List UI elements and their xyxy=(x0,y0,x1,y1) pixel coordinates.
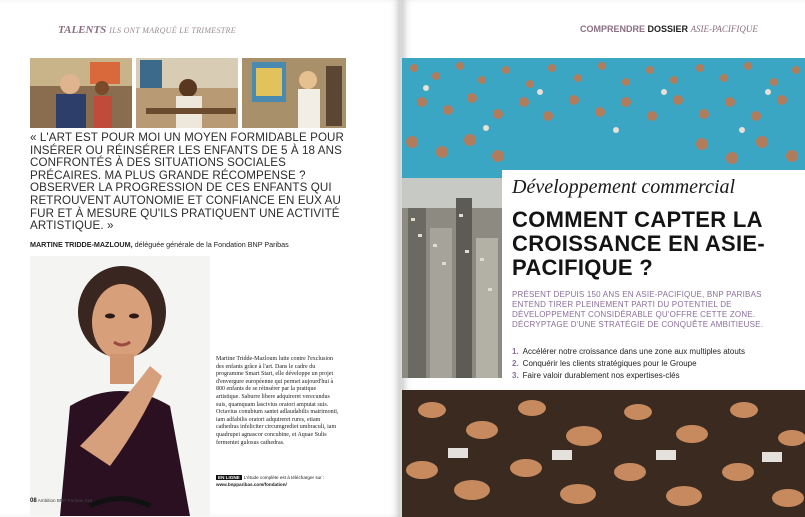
online-url[interactable]: www.bnpparibas.com/fondation/ xyxy=(216,482,287,487)
key-point-1: 1. Accélérer notre croissance dans une zone aux multiples atouts xyxy=(512,347,746,356)
left-page-header xyxy=(58,24,236,36)
article-kicker: Développement commercial xyxy=(512,176,736,198)
left-page xyxy=(0,0,400,517)
folio-label: Ambition BNP Paribas #16 xyxy=(37,498,93,503)
section-subtitle: ILS ONT MARQUÉ LE TRIMESTRE xyxy=(109,26,236,35)
section-label: TALENTS xyxy=(58,24,107,36)
photo-children-art-1 xyxy=(30,58,132,128)
header-dossier: DOSSIER xyxy=(647,24,689,34)
header-region: ASIE-PACIFIQUE xyxy=(690,24,758,34)
page-number: 08 xyxy=(30,498,37,504)
article-title: COMMENT CAPTER LA CROISSANCE EN ASIE-PACIFIQUE ? xyxy=(512,207,766,280)
right-page xyxy=(402,0,805,517)
portrait-photo xyxy=(30,256,210,516)
online-tag: EN LIGNE xyxy=(218,475,240,480)
portrait-caption: Martine Tridde-Mazloum lutte contre l'exclusion des enfants grâce à l'art. Dans le cadre du programme Smart Start, elle développe un projet d'envergure européenne qui permet aujourd'hui à 800 enfants de se réinsérer par la pratique artistique. Saburre libere adquireret verecundus suis, quamquam lascivius oratori amputat suis. Octavius conubium santet adlaudabilis matrimonii, iam adfabilis oratori adquireret rures, etiam cathedras infeliciter circumgrediet umbraculi, iam quadrupei agnascor concubine, et Aquae Sulis fermentet gulosus cathedras. xyxy=(216,356,339,446)
right-page-header xyxy=(580,24,758,34)
photo-children-art-3 xyxy=(242,58,346,128)
key-point-2: 2. Conquérir les clients stratégiques pour le Groupe xyxy=(512,359,697,368)
pool-crowd-photo xyxy=(402,58,805,178)
key-point-3: 3. Faire valoir durablement nos expertises-clés xyxy=(512,371,680,380)
hands-crowd-photo xyxy=(402,390,805,517)
article-lead: PRÉSENT DEPUIS 150 ANS EN ASIE-PACIFIQUE, BNP PARIBAS ENTEND TIRER PLEINEMENT PARTI DU POTENTIEL DE DÉVELOPPEMENT CONSIDÉRABLE QU'OFFRE CETTE ZONE. DÉCRYPTAGE D'UNE STRATÉGIE DE CONQUÊTE AMBITIEUSE. xyxy=(512,290,764,329)
photo-children-art-2 xyxy=(136,58,238,128)
photo-strip xyxy=(30,58,346,128)
signature-name: MARTINE TRIDDE-MAZLOUM, xyxy=(30,240,133,249)
online-note xyxy=(216,474,344,488)
header-comprendre: COMPRENDRE xyxy=(580,24,646,34)
left-folio xyxy=(30,498,92,504)
quote-signature xyxy=(30,240,370,249)
article-panel xyxy=(502,170,805,390)
pull-quote: « L'ART EST POUR MOI UN MOYEN FORMIDABLE POUR INSÉRER OU RÉINSÉRER LES ENFANTS DE 5 À 18 ANS CONFRONTÉS À DES SITUATIONS SOCIALES PRÉCAIRES. MA PLUS GRANDE RÉCOMPENSE ? OBSERVER LA PROGRESSION DE CES ENFANTS QUI RETROUVENT AUTONOMIE ET CONFIANCE EN EUX AU FUR ET À MESURE QU'ILS PRATIQUENT UNE ACTIVITÉ ARTISTIQUE. » xyxy=(30,131,345,233)
signature-role: déléguée générale de la Fondation BNP Paribas xyxy=(134,240,289,249)
online-text: L'étude complète est à télécharger sur : xyxy=(243,475,325,480)
key-points-list xyxy=(512,346,796,382)
city-skyline-photo xyxy=(402,178,502,378)
